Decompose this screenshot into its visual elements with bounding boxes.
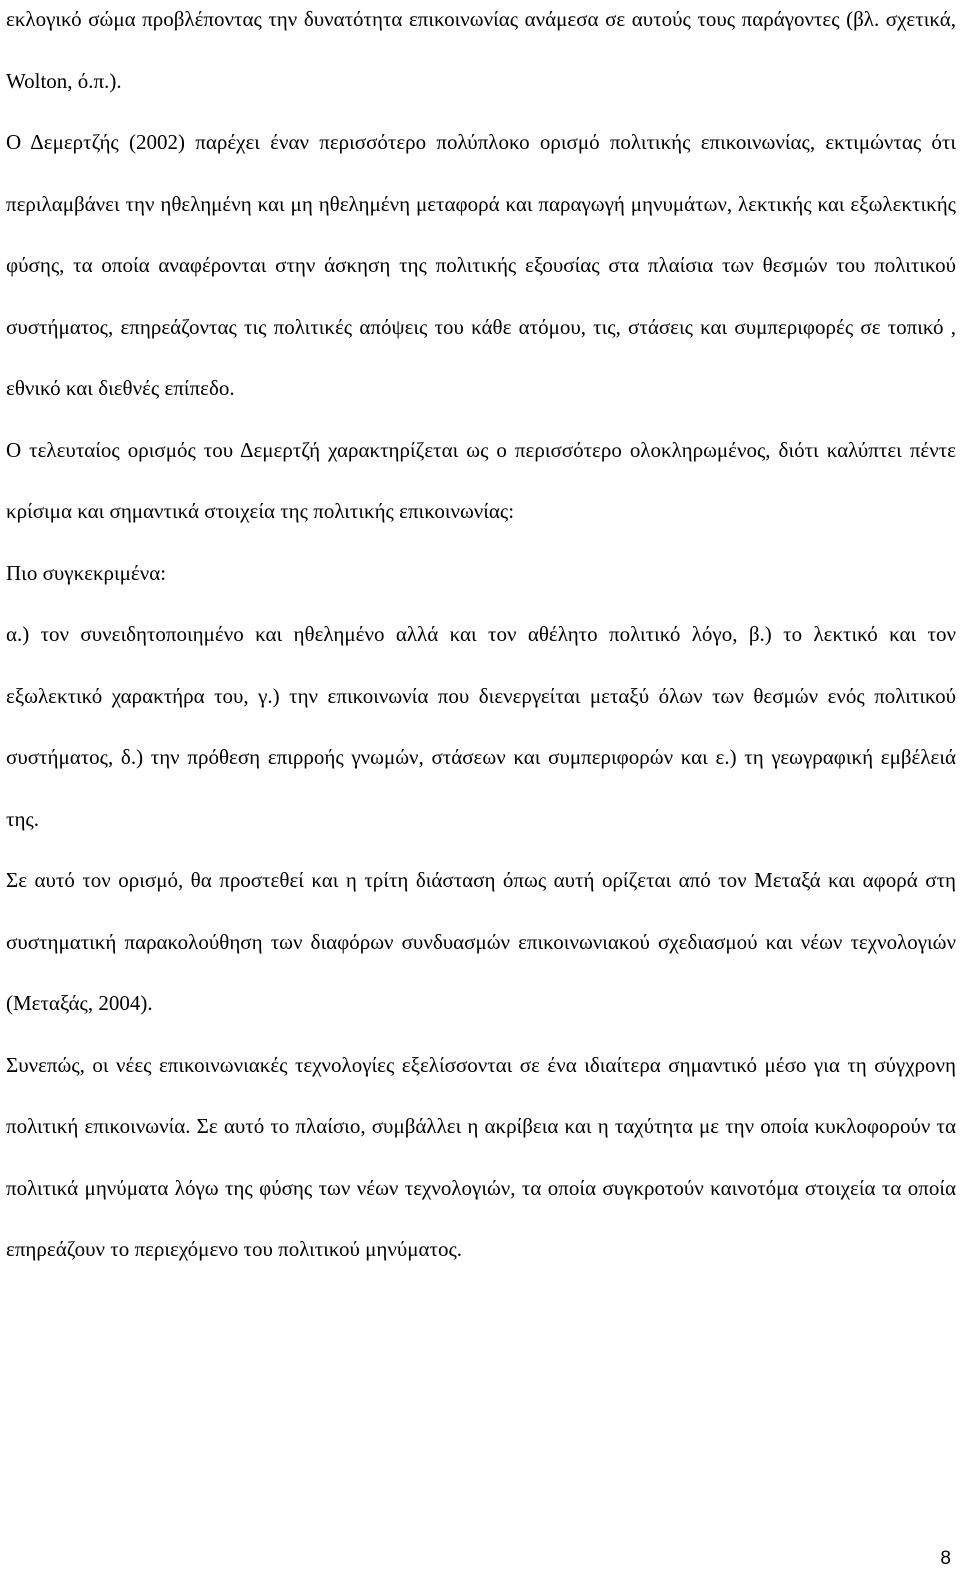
paragraph-new-technologies: Συνεπώς, οι νέες επικοινωνιακές τεχνολογίες εξελίσσονται σε ένα ιδιαίτερα σημαντικό μέσο για τη σύγχρονη πολιτική επικοινωνία. Σε αυτό το πλαίσιο, συμβάλλει η ακρίβεια και η ταχύτητα με την οποία κυκλοφορούν τα πολιτικά μηνύματα λόγω της φύσης των νέων τεχνολογιών, τα οποία συγκροτούν καινοτόμα στοιχεία τα οποία επηρεάζουν το περιεχόμενο του πολιτικού μηνύματος. (6, 1052, 956, 1261)
paragraph-demertzis-definition: Ο Δεμερτζής (2002) παρέχει έναν περισσότερο πολύπλοκο ορισμό πολιτικής επικοινωνίας, εκτιμώντας ότι περιλαμβάνει την ηθελημένη και μη ηθελημένη μεταφορά και παραγωγή μηνυμάτων, λεκτικής και εξωλεκτικής φύσης, τα οποία αναφέρονται στην άσκηση της πολιτικής εξουσίας στα πλαίσια των θεσμών του πολιτικού συστήματος, επηρεάζοντας τις πολιτικές απόψεις του κάθε ατόμου, τις, στάσεις και συμπεριφορές σε τοπικό , εθνικό και διεθνές επίπεδο. (6, 130, 956, 400)
paragraph-most-complete-definition: Ο τελευταίος ορισμός του Δεμερτζή χαρακτηρίζεται ως ο περισσότερο ολοκληρωμένος, διότι καλύπτει πέντε κρίσιμα και σημαντικά στοιχεία της πολιτικής επικοινωνίας: (6, 437, 956, 523)
paragraph-third-dimension: Σε αυτό τον ορισμό, θα προστεθεί και η τρίτη διάσταση όπως αυτή ορίζεται από τον Μεταξά και αφορά στη συστηματική παρακολούθηση των διαφόρων συνδυασμών επικοινωνιακού σχεδιασμού και νέων τεχνολογιών (Μεταξάς, 2004). (6, 868, 956, 1015)
paragraph-continuation: εκλογικό σώμα προβλέποντας την δυνατότητα επικοινωνίας ανάμεσα σε αυτούς τους παράγοντες (βλ. σχετικά, Wolton, ό.π.). (6, 7, 956, 93)
paragraph-specifically: Πιο συγκεκριμένα: (6, 560, 167, 585)
page-number: 8 (940, 1548, 951, 1569)
page-body (6, 0, 956, 1281)
paragraph-five-elements-list: α.) τον συνειδητοποιημένο και ηθελημένο αλλά και τον αθέλητο πολιτικό λόγο, β.) το λεκτικό και τον εξωλεκτικό χαρακτήρα του, γ.) την επικοινωνία που διενεργείται μεταξύ όλων των θεσμών ενός πολιτικού συστήματος, δ.) την πρόθεση επιρροής γνωμών, στάσεων και συμπεριφορών και ε.) τη γεωγραφική εμβέλειά της. (6, 622, 956, 831)
